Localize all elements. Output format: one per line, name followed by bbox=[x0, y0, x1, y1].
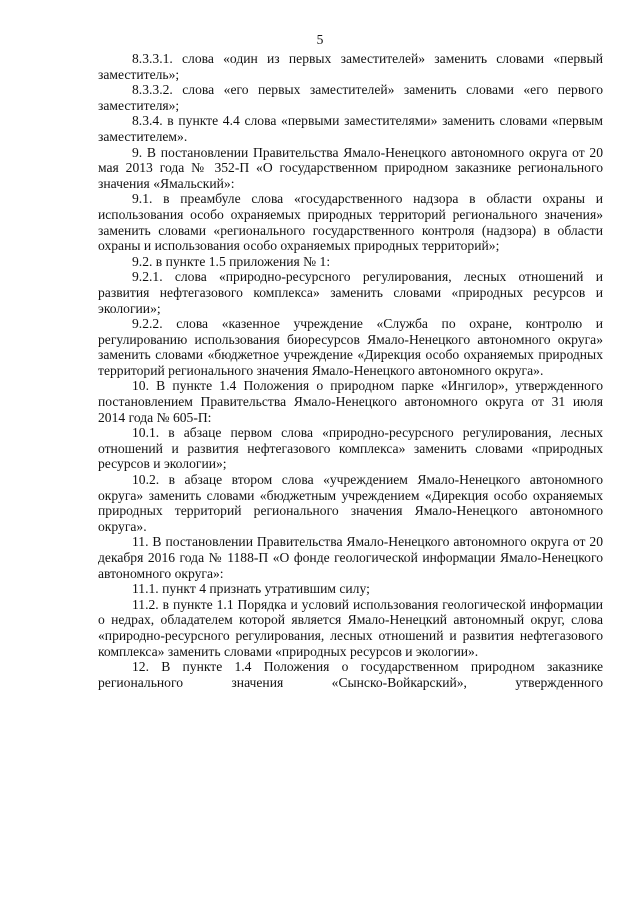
page-number: 5 bbox=[316, 32, 324, 47]
document-body bbox=[98, 51, 603, 690]
paragraph-9-2-1: 9.2.1. слова «природно-ресурсного регулирования, лесных отношений и развития нефтегазового комплекса» заменить словами «природных ресурсов и экологии»; bbox=[98, 269, 603, 316]
paragraph-9: 9. В постановлении Правительства Ямало-Ненецкого автономного округа от 20 мая 2013 года № 352-П «О государственном природном заказнике регионального значения «Ямальский»: bbox=[98, 144, 603, 191]
paragraph-9-2: 9.2. в пункте 1.5 приложения № 1: bbox=[132, 253, 331, 269]
paragraph-10-1: 10.1. в абзаце первом слова «природно-ресурсного регулирования, лесных отношений и развития нефтегазового комплекса» заменить словами «природных ресурсов и экологии»; bbox=[98, 425, 603, 472]
paragraph-8-3-3-2: 8.3.3.2. слова «его первых заместителей» заменить словами «его первого заместителя»; bbox=[98, 82, 603, 113]
paragraph-8-3-3-1: 8.3.3.1. слова «один из первых заместителей» заменить словами «первый заместитель»; bbox=[98, 51, 603, 82]
paragraph-9-1: 9.1. в преамбуле слова «государственного надзора в области охраны и использования особо охраняемых природных территорий регионального значения» заменить словами «регионального государственного контроля (надзора) в области охраны и использования особо охраняемых природных территорий»; bbox=[98, 191, 603, 254]
paragraph-11-1: 11.1. пункт 4 признать утратившим силу; bbox=[132, 581, 370, 597]
paragraph-10: 10. В пункте 1.4 Положения о природном парке «Ингилор», утвержденного постановлением Правительства Ямало-Ненецкого автономного округа от 31 июля 2014 года № 605-П: bbox=[98, 378, 603, 425]
paragraph-10-2: 10.2. в абзаце втором слова «учреждением Ямало-Ненецкого автономного округа» заменить словами «бюджетным учреждением «Дирекция особо охраняемых природных территорий регионального значения Ямало-Ненецкого автономного округа». bbox=[98, 472, 603, 534]
paragraph-12: 12. В пункте 1.4 Положения о государственном природном заказнике регионального значения «Сынско-Войкарский», утвержденного bbox=[98, 659, 603, 690]
paragraph-9-2-2: 9.2.2. слова «казенное учреждение «Служба по охране, контролю и регулированию использования биоресурсов Ямало-Ненецкого автономного округа» заменить словами «бюджетное учреждение «Дирекция особо охраняемых природных территорий регионального значения Ямало-Ненецкого автономного округа». bbox=[98, 316, 603, 378]
paragraph-8-3-4: 8.3.4. в пункте 4.4 слова «первыми заместителями» заменить словами «первым заместителем». bbox=[98, 113, 603, 144]
paragraph-11-2: 11.2. в пункте 1.1 Порядка и условий использования геологической информации о недрах, обладателем которой является Ямало-Ненецкий автономный округ, слова «природно-ресурсного регулирования, лесных отношений и развития нефтегазового комплекса» заменить словами «природных ресурсов и экологии». bbox=[98, 596, 603, 659]
paragraph-11: 11. В постановлении Правительства Ямало-Ненецкого автономного округа от 20 декабря 2016 года № 1188-П «О фонде геологической информации Ямало-Ненецкого автономного округа»: bbox=[98, 534, 603, 581]
